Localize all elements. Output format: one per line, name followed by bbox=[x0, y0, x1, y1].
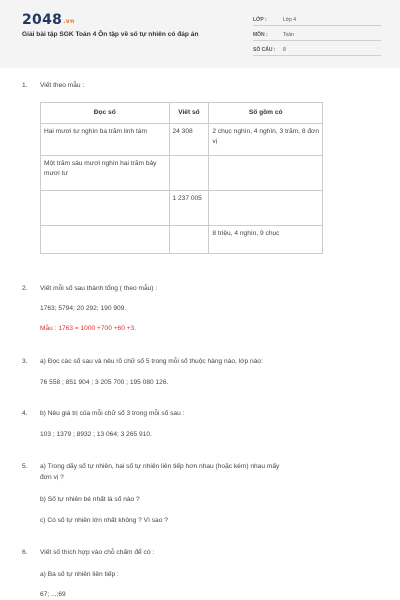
question-3-number: 3. bbox=[22, 358, 28, 365]
meta-subject-label: MÔN : bbox=[253, 32, 268, 38]
table-cell bbox=[209, 190, 323, 225]
meta-question-count bbox=[253, 45, 381, 56]
table-cell: Một trăm sáu mươi nghìn hai trăm bảy mươi tư bbox=[41, 155, 170, 190]
table-cell bbox=[41, 225, 170, 253]
table-cell: 8 triệu, 4 nghìn, 9 chục bbox=[209, 225, 323, 253]
question-5-part-b: b) Số tự nhiên bé nhất là số nào ? bbox=[40, 496, 140, 503]
question-6-part-a: a) Ba số tự nhiên liên tiếp : bbox=[40, 571, 119, 578]
document-header bbox=[0, 0, 400, 68]
question-2-example: Mẫu : 1763 = 1000 +700 +60 +3. bbox=[40, 325, 137, 332]
question-4-number: 4. bbox=[22, 410, 28, 417]
logo-suffix: .vn bbox=[63, 18, 75, 25]
table-row bbox=[41, 123, 323, 155]
table-header-row bbox=[41, 103, 323, 124]
question-6-number: 6. bbox=[22, 549, 28, 556]
table-header-cell: Đọc số bbox=[41, 103, 170, 124]
table-cell bbox=[209, 155, 323, 190]
question-1-table bbox=[40, 102, 323, 254]
question-5-number: 5. bbox=[22, 463, 28, 470]
question-2-text: Viết mỗi số sau thành tổng ( theo mẫu) : bbox=[40, 285, 158, 292]
question-2-numbers: 1763; 5794; 20 292; 190 909. bbox=[40, 305, 127, 312]
question-4-text: b) Nêu giá trị của mỗi chữ số 3 trong mỗi số sau : bbox=[40, 410, 185, 417]
meta-question-count-label: SỐ CÂU : bbox=[253, 47, 276, 53]
table-cell: Hai mươi tư nghìn ba trăm linh tám bbox=[41, 123, 170, 155]
table-row bbox=[41, 155, 323, 190]
question-5-text-line-1: a) Trong dãy số tự nhiên, hai số tự nhiên liên tiếp hơn nhau (hoặc kém) nhau mấy bbox=[40, 463, 280, 470]
table-row bbox=[41, 190, 323, 225]
meta-subject-value: Toán bbox=[283, 32, 294, 38]
table-header-cell: Viết số bbox=[169, 103, 209, 124]
question-1-number: 1. bbox=[22, 82, 28, 89]
question-4-numbers: 103 ; 1379 ; 8932 ; 13 064; 3 265 910. bbox=[40, 431, 152, 438]
site-logo[interactable] bbox=[22, 12, 75, 28]
table-cell: 2 chục nghìn, 4 nghìn, 3 trăm, 8 đơn vị bbox=[209, 123, 323, 155]
meta-grade bbox=[253, 15, 381, 26]
question-6-part-a-line: 67; ...;69 bbox=[40, 591, 66, 598]
question-6-text: Viết số thích hợp vào chỗ chấm để có : bbox=[40, 549, 155, 556]
meta-grade-label: LỚP : bbox=[253, 17, 267, 23]
logo-number: 2048 bbox=[22, 12, 63, 28]
table-cell: 1 237 005 bbox=[169, 190, 209, 225]
question-3-numbers: 76 558 ; 851 904 ; 3 205 700 ; 195 080 126. bbox=[40, 379, 169, 386]
question-5-part-c: c) Có số tự nhiên lớn nhất không ? Vì sao ? bbox=[40, 517, 168, 524]
meta-question-count-value: 8 bbox=[283, 47, 286, 53]
table-cell bbox=[169, 225, 209, 253]
table-cell bbox=[41, 190, 170, 225]
table-header-cell: Số gồm có bbox=[209, 103, 323, 124]
table-row bbox=[41, 225, 323, 253]
question-1-text: Viết theo mẫu : bbox=[40, 82, 85, 89]
question-3-text: a) Đọc các số sau và nêu rõ chữ số 5 trong mỗi số thuộc hàng nào, lớp nào: bbox=[40, 358, 263, 365]
table-cell bbox=[169, 155, 209, 190]
table-cell: 24 308 bbox=[169, 123, 209, 155]
question-5-text-line-2: đơn vị ? bbox=[40, 474, 64, 481]
document-title: Giải bài tập SGK Toán 4 Ôn tập về số tự nhiên có đáp án bbox=[22, 31, 199, 38]
meta-subject bbox=[253, 30, 381, 41]
meta-grade-value: Lớp 4 bbox=[283, 17, 297, 23]
question-2-number: 2. bbox=[22, 285, 28, 292]
